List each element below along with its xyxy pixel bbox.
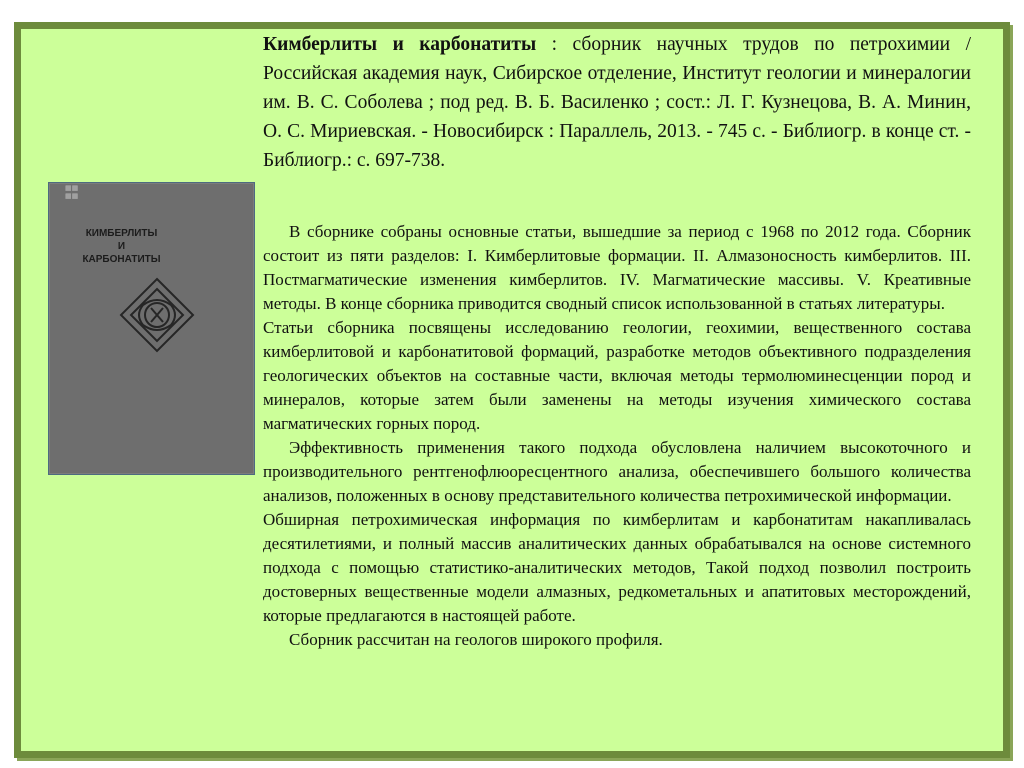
- cover-title-line-3: КАРБОНАТИТЫ: [82, 254, 161, 265]
- cover-title-line-1: КИМБЕРЛИТЫ: [85, 228, 158, 239]
- citation-details: : сборник научных трудов по петрохимии / Российская академия наук, Сибирское отделение, Институт геологии и минералогии им. В. С. Соболева ; под ред. В. Б. Василенко ; сост.: Л. Г. Кузнецова, В. А. Минин, О. С. Мириевская. - Новосибирск : Параллель, 2013. - 745 с. - Библиогр. в конце ст. - Библиогр.: с. 697-738.: [263, 34, 971, 171]
- cover-emblem-icon: [117, 275, 197, 355]
- abstract-paragraph: Статьи сборника посвящены исследованию геологии, геохимии, вещественного состава кимберлитовой и карбонатитовой формаций, разработке методов объективного подразделения геологических объектов на составные части, включая методы термолюминесценции пород и минералов, которые затем были заменены на методы изучения химического состава магматических горных пород.: [263, 318, 971, 433]
- library-stamp: ▦▦ ▦▦: [65, 185, 79, 200]
- abstract-paragraph: В сборнике собраны основные статьи, вышедшие за период с 1968 по 2012 года. Сборник состоит из пяти разделов: I. Кимберлитовые формации. II. Алмазоносность кимберлитов. III. Постмагматические изменения кимберлитов. IV. Магматические массивы. V. Креативные методы. В конце сборника приводится сводный список использованной в статьях литературы.: [263, 222, 971, 313]
- abstract-paragraph: Обширная петрохимическая информация по кимберлитам и карбонатитам накапливалась десятилетиями, и полный массив аналитических данных обрабатывался на основе системного подхода с помощью статистико-аналитических методов, Такой подход позволил построить достоверных вещественные модели алмазных, редкометальных и апатитовых месторождений, которые предлагаются в настоящей работе.: [263, 510, 971, 625]
- book-cover-image: [48, 182, 255, 475]
- cover-title-line-2: И: [117, 241, 126, 252]
- bibliographic-citation: [263, 30, 971, 175]
- cover-title: [49, 227, 194, 266]
- book-title: Кимберлиты и карбонатиты: [263, 34, 537, 55]
- book-abstract: [263, 220, 971, 652]
- abstract-paragraph: Сборник рассчитан на геологов широкого профиля.: [289, 630, 663, 649]
- abstract-paragraph: Эффективность применения такого подхода обусловлена наличием высокоточного и производительного рентгенофлюоресцентного анализа, обеспечившего большого количества анализов, положенных в основу представительного количества петрохимической информации.: [263, 438, 971, 505]
